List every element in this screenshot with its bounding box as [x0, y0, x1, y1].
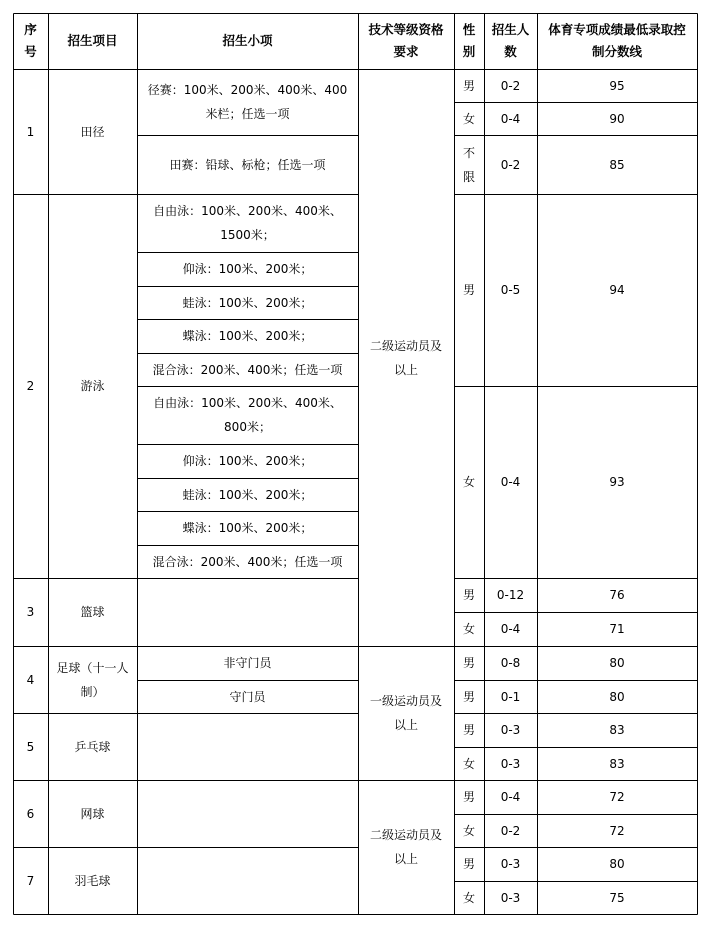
sub-item: 自由泳：100米、200米、400米、1500米；: [153, 204, 342, 242]
score-cell: 80: [609, 857, 625, 871]
sub-item: 径赛：100米、200米、400米、400米栏；任选一项: [147, 83, 348, 121]
row-seq: 7: [26, 873, 35, 888]
row-seq: 1: [26, 124, 35, 139]
tech-requirement: 二级运动员及以上: [369, 828, 442, 866]
gender-cell: 男: [462, 790, 475, 804]
gender-cell: 男: [462, 723, 475, 737]
gender-cell: 男: [462, 78, 475, 93]
sub-item: 蛙泳：100米、200米；: [182, 295, 313, 310]
gender-cell: 不限: [462, 145, 475, 184]
sub-item: 田赛：铅球、标枪；任选一项: [169, 157, 326, 172]
row-project: 游泳: [80, 379, 105, 393]
quota-cell: 0-4: [500, 622, 521, 636]
row-seq: 4: [26, 672, 35, 687]
score-cell: 76: [609, 588, 625, 602]
gender-cell: 男: [462, 857, 475, 871]
sub-item: 蛙泳：100米、200米；: [182, 487, 313, 502]
score-cell: 93: [609, 475, 625, 489]
score-cell: 94: [609, 283, 625, 297]
header-project: 招生项目: [67, 33, 118, 48]
gender-cell: 男: [462, 656, 475, 670]
header-gender: 性别: [462, 22, 476, 59]
gender-cell: 女: [462, 622, 475, 636]
quota-cell: 0-5: [500, 283, 521, 297]
gender-cell: 女: [462, 823, 475, 838]
score-cell: 85: [609, 157, 625, 172]
sub-item: 非守门员: [223, 656, 272, 670]
quota-cell: 0-4: [500, 475, 521, 489]
tech-requirement: 二级运动员及以上: [369, 338, 442, 377]
header-sub-item: 招生小项: [222, 33, 273, 48]
row-project: 田径: [80, 124, 105, 139]
tech-requirement: 一级运动员及以上: [369, 694, 442, 732]
quota-cell: 0-2: [500, 157, 521, 172]
gender-cell: 女: [462, 111, 475, 126]
quota-cell: 0-4: [500, 111, 521, 126]
row-project: 乒乓球: [74, 739, 111, 754]
quota-cell: 0-4: [500, 790, 521, 804]
header-min-score: 体育专项成绩最低录取控制分数线: [548, 22, 686, 59]
row-project: 足球（十一人制）: [56, 660, 129, 699]
sub-item: 蝶泳：100米、200米；: [182, 329, 313, 343]
sub-item: 自由泳：100米、200米、400米、800米；: [153, 396, 342, 434]
score-cell: 83: [609, 756, 625, 771]
score-cell: 75: [609, 890, 625, 905]
score-cell: 72: [609, 823, 625, 838]
row-project: 羽毛球: [74, 873, 111, 888]
quota-cell: 0-2: [500, 78, 521, 93]
gender-cell: 女: [462, 756, 475, 771]
gender-cell: 女: [462, 890, 475, 905]
gender-cell: 女: [462, 475, 475, 489]
quota-cell: 0-3: [500, 756, 521, 771]
score-cell: 72: [609, 790, 625, 804]
quota-cell: 0-8: [500, 656, 521, 670]
gender-cell: 男: [462, 689, 475, 704]
gender-cell: 男: [462, 283, 475, 297]
score-cell: 95: [609, 78, 625, 93]
row-project: 篮球: [80, 605, 105, 619]
sub-item: 仰泳：100米、200米；: [182, 262, 313, 276]
score-cell: 83: [609, 723, 625, 737]
gender-cell: 男: [462, 588, 475, 602]
row-seq: 5: [26, 739, 35, 754]
sub-item: 仰泳：100米、200米；: [182, 454, 313, 468]
quota-cell: 0-2: [500, 823, 521, 838]
score-cell: 80: [609, 689, 625, 704]
quota-cell: 0-3: [500, 723, 521, 737]
quota-cell: 0-3: [500, 857, 521, 871]
sub-item: 混合泳：200米、400米；任选一项: [152, 362, 343, 377]
score-cell: 71: [609, 622, 625, 636]
quota-cell: 0-3: [500, 890, 521, 905]
quota-cell: 0-12: [496, 588, 525, 602]
score-cell: 90: [609, 111, 625, 126]
score-cell: 80: [609, 656, 625, 670]
row-seq: 6: [26, 806, 35, 821]
header-tech-requirement: 技术等级资格要求: [368, 22, 444, 59]
sub-item: 守门员: [229, 689, 266, 704]
header-quota: 招生人数: [491, 22, 530, 59]
row-project: 网球: [80, 806, 105, 821]
quota-cell: 0-1: [500, 689, 521, 704]
sub-item: 蝶泳：100米、200米；: [182, 521, 313, 535]
row-seq: 3: [26, 605, 35, 619]
sub-item: 混合泳：200米、400米；任选一项: [152, 554, 343, 569]
row-seq: 2: [26, 379, 35, 393]
header-seq: 序号: [24, 22, 37, 59]
